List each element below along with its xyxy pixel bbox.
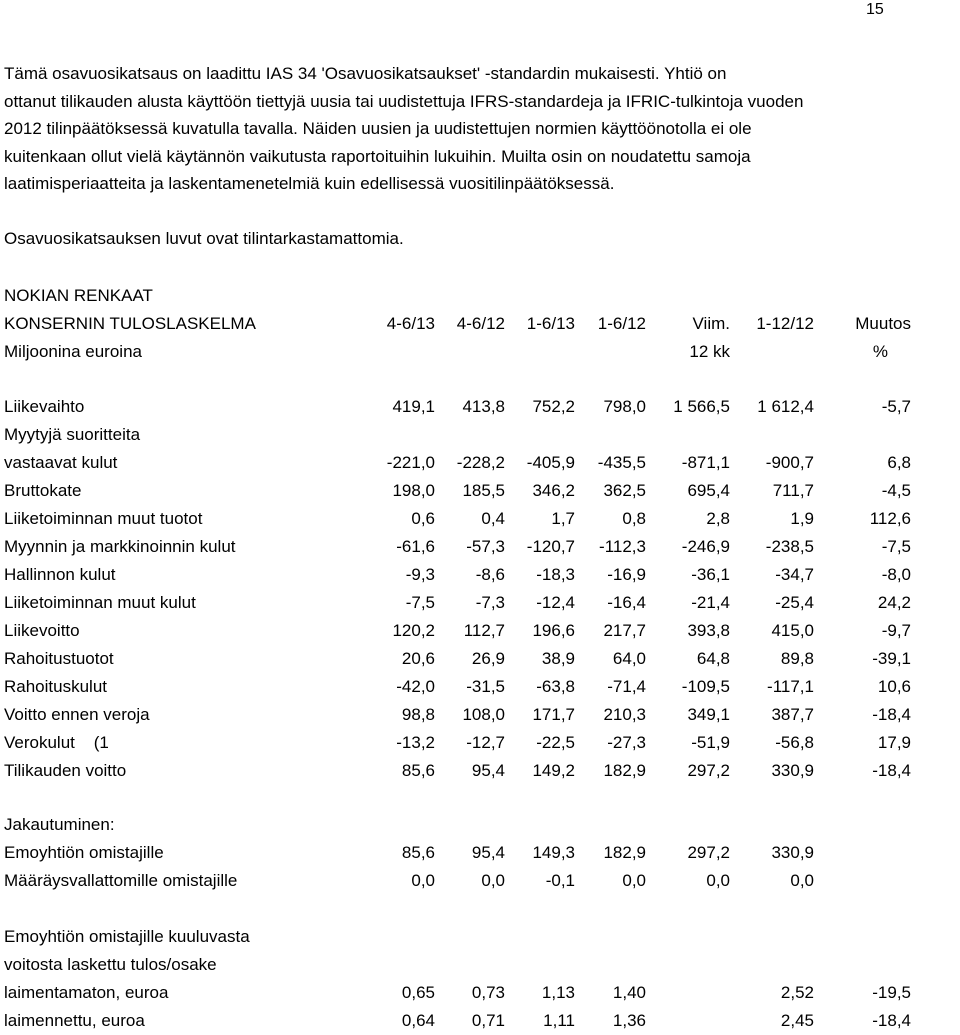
intro-line: laatimisperiaatteita ja laskentamenetelmiä kuin edellisessä vuositilinpäätöksessä. (4, 174, 615, 194)
table-cell: -19,5 (872, 983, 911, 1002)
row-label: vastaavat kulut (4, 453, 118, 472)
table-cell: -9,7 (881, 621, 911, 640)
table-cell: 182,9 (603, 761, 646, 780)
table-cell: -4,5 (881, 481, 911, 500)
table-cell: 330,9 (771, 843, 814, 862)
table-row (0, 927, 960, 951)
table-cell: -8,6 (475, 565, 505, 584)
table-cell: 6,8 (887, 453, 911, 472)
table-header-row (0, 314, 960, 338)
table-row (0, 705, 960, 729)
table-cell: -42,0 (396, 677, 435, 696)
table-row (0, 537, 960, 561)
row-label: Liikevaihto (4, 397, 85, 416)
table-cell: 0,73 (471, 983, 505, 1002)
table-cell: -27,3 (607, 733, 646, 752)
table-cell: -36,1 (691, 565, 730, 584)
table-cell: 1 612,4 (757, 397, 814, 416)
table-cell: -7,5 (405, 593, 435, 612)
table-cell: -112,3 (599, 537, 646, 556)
intro-line: kuitenkaan ollut vielä käytännön vaikutusta raportoituihin lukuihin. Muilta osin on noudatettu samoja (4, 146, 751, 166)
table-row (0, 593, 960, 617)
table-cell: 695,4 (687, 481, 730, 500)
table-cell: 64,8 (696, 649, 730, 668)
table-cell: 0,0 (622, 871, 646, 890)
row-label: Liiketoiminnan muut tuotot (4, 509, 203, 528)
table-cell: 95,4 (471, 843, 505, 862)
table-cell: 0,0 (481, 871, 505, 890)
column-header-1-6-12: 1-6/12 (597, 314, 646, 333)
table-cell: 1,40 (612, 983, 646, 1002)
row-label: Hallinnon kulut (4, 565, 116, 584)
table-row (0, 453, 960, 477)
column-header-1-6-13: 1-6/13 (526, 314, 575, 333)
table-cell: 711,7 (772, 481, 814, 500)
table-cell: 330,9 (771, 761, 814, 780)
intro-line: 2012 tilinpäätöksessä kuvatulla tavalla. Näiden uusien ja uudistettujen normien käyttöönotolla ei ole (4, 119, 752, 139)
table-cell: -871,1 (681, 453, 730, 472)
table-cell: 297,2 (687, 843, 730, 862)
table-row (0, 983, 960, 1007)
table-cell: 2,8 (706, 509, 730, 528)
table-cell: 2,52 (780, 983, 814, 1002)
table-row (0, 955, 960, 979)
table-cell: -5,7 (881, 397, 911, 416)
table-cell: 2,45 (780, 1011, 814, 1030)
table-cell: 1,7 (551, 509, 575, 528)
row-label: Tilikauden voitto (4, 761, 127, 780)
table-row (0, 733, 960, 757)
table-cell: -221,0 (386, 453, 435, 472)
row-label: voitosta laskettu tulos/osake (4, 955, 217, 974)
row-label: Rahoitustuotot (4, 649, 114, 668)
table-cell: 0,71 (471, 1011, 505, 1030)
table-row (0, 815, 960, 839)
table-cell: 0,6 (411, 509, 435, 528)
table-cell: -18,4 (872, 705, 911, 724)
table-row (0, 565, 960, 589)
table-cell: -21,4 (691, 593, 730, 612)
row-label: laimentamaton, euroa (4, 983, 169, 1002)
table-cell: -61,6 (396, 537, 435, 556)
table-cell: -31,5 (466, 677, 505, 696)
table-cell: 26,9 (471, 649, 505, 668)
table-row (0, 649, 960, 673)
table-cell: 0,0 (706, 871, 730, 890)
table-cell: -435,5 (597, 453, 646, 472)
table-cell: -228,2 (456, 453, 505, 472)
table-cell: 387,7 (771, 705, 814, 724)
table-cell: -9,3 (405, 565, 435, 584)
table-cell: 149,3 (532, 843, 575, 862)
row-label: Emoyhtiön omistajille (4, 843, 164, 862)
intro-line: Tämä osavuosikatsaus on laadittu IAS 34 'Osavuosikatsaukset' -standardin mukaisesti. Yhtiö on (4, 64, 727, 83)
table-cell: -63,8 (536, 677, 575, 696)
table-row (0, 761, 960, 785)
table-row (0, 843, 960, 867)
table-cell: 413,8 (462, 397, 505, 416)
column-header-1-12-12: 1-12/12 (756, 314, 814, 333)
table-cell: -246,9 (681, 537, 730, 556)
table-cell: 64,0 (612, 649, 646, 668)
intro-line: ottanut tilikauden alusta käyttöön tiettyjä uusia tai uudistettuja IFRS-standardeja ja IFRIC-tulkintoja vuoden (4, 91, 804, 111)
table-cell: 1 566,5 (673, 397, 730, 416)
table-cell: -238,5 (765, 537, 814, 556)
table-row (0, 509, 960, 533)
table-row (0, 677, 960, 701)
table-row (0, 397, 960, 421)
table-cell: 120,2 (392, 621, 435, 640)
table-header-row (0, 342, 960, 366)
table-cell: -16,4 (607, 593, 646, 612)
table-row (0, 1011, 960, 1035)
table-cell: 217,7 (603, 621, 646, 640)
audit-note: Osavuosikatsauksen luvut ovat tilintarkastamattomia. (4, 229, 404, 248)
table-cell: 798,0 (603, 397, 646, 416)
table-cell: 10,6 (877, 677, 911, 696)
table-cell: -51,9 (691, 733, 730, 752)
table-cell: -7,3 (475, 593, 505, 612)
table-cell: 0,0 (790, 871, 814, 890)
table-cell: -18,3 (536, 565, 575, 584)
row-label: Voitto ennen veroja (4, 705, 150, 724)
table-cell: 112,6 (869, 509, 911, 528)
column-header-last-12m: Viim. (692, 314, 730, 333)
row-label: Määräysvallattomille omistajille (4, 871, 238, 890)
table-cell: -13,2 (396, 733, 435, 752)
row-label: Rahoituskulut (4, 677, 108, 696)
row-label: Bruttokate (4, 481, 82, 500)
table-cell: -109,5 (681, 677, 730, 696)
table-cell: 17,9 (877, 733, 911, 752)
table-row (0, 871, 960, 895)
table-cell: 98,8 (401, 705, 435, 724)
row-label: Myytyjä suoritteita (4, 425, 141, 444)
table-cell: -56,8 (775, 733, 814, 752)
table-cell: -22,5 (536, 733, 575, 752)
table-cell: 85,6 (401, 843, 435, 862)
column-header-4-6-12: 4-6/12 (456, 314, 505, 333)
table-cell: 149,2 (532, 761, 575, 780)
table-cell: 1,11 (543, 1011, 575, 1030)
column-header-last-12m-sub: 12 kk (689, 342, 730, 361)
table-cell: -900,7 (765, 453, 814, 472)
table-cell: 346,2 (532, 481, 575, 500)
table-cell: 393,8 (687, 621, 730, 640)
table-cell: 1,13 (541, 983, 575, 1002)
table-row (0, 621, 960, 645)
table-cell: -25,4 (775, 593, 814, 612)
row-label: laimennettu, euroa (4, 1011, 145, 1030)
table-cell: 112,7 (463, 621, 505, 640)
table-cell: 0,64 (401, 1011, 435, 1030)
table-cell: 210,3 (603, 705, 646, 724)
table-cell: -0,1 (545, 871, 575, 890)
row-label: Myynnin ja markkinoinnin kulut (4, 537, 236, 556)
table-cell: 0,4 (481, 509, 505, 528)
table-cell: 196,6 (532, 621, 575, 640)
table-row (0, 425, 960, 449)
table-cell: 415,0 (771, 621, 814, 640)
table-cell: 1,36 (612, 1011, 646, 1030)
row-label: Liikevoitto (4, 621, 80, 640)
table-cell: -39,1 (872, 649, 911, 668)
table-cell: 419,1 (392, 397, 435, 416)
table-cell: -405,9 (526, 453, 575, 472)
table-cell: 89,8 (780, 649, 814, 668)
table-row (0, 481, 960, 505)
table-cell: 85,6 (401, 761, 435, 780)
table-cell: 95,4 (471, 761, 505, 780)
table-cell: 20,6 (401, 649, 435, 668)
row-label: Emoyhtiön omistajille kuuluvasta (4, 927, 250, 946)
row-label: Liiketoiminnan muut kulut (4, 593, 196, 612)
table-cell: 752,2 (532, 397, 575, 416)
table-cell: 1,9 (790, 509, 814, 528)
table-cell: -120,7 (526, 537, 575, 556)
row-label: Verokulut (1 (4, 733, 109, 752)
table-title: KONSERNIN TULOSLASKELMA (4, 314, 256, 333)
table-cell: 362,5 (603, 481, 646, 500)
table-cell: 38,9 (541, 649, 575, 668)
table-cell: 182,9 (603, 843, 646, 862)
table-cell: 185,5 (462, 481, 505, 500)
column-header-4-6-13: 4-6/13 (386, 314, 435, 333)
row-label: Jakautuminen: (4, 815, 115, 834)
table-cell: -8,0 (881, 565, 911, 584)
column-header-change-sub: % (872, 342, 888, 361)
intro-paragraph (4, 60, 944, 198)
table-cell: -16,9 (607, 565, 646, 584)
table-cell: 24,2 (877, 593, 911, 612)
table-cell: -71,4 (607, 677, 646, 696)
table-cell: -12,7 (466, 733, 505, 752)
table-cell: -34,7 (775, 565, 814, 584)
column-header-change: Muutos (855, 314, 911, 333)
table-cell: 0,0 (411, 871, 435, 890)
table-cell: 0,65 (401, 983, 435, 1002)
page-number: 15 (866, 1, 884, 18)
table-cell: 297,2 (687, 761, 730, 780)
table-cell: -12,4 (536, 593, 575, 612)
table-cell: 108,0 (462, 705, 505, 724)
table-cell: 0,8 (622, 509, 646, 528)
company-name: NOKIAN RENKAAT (4, 286, 153, 305)
table-cell: -7,5 (881, 537, 911, 556)
table-cell: -117,1 (767, 677, 814, 696)
table-cell: 349,1 (687, 705, 730, 724)
table-cell: 198,0 (392, 481, 435, 500)
table-cell: -57,3 (466, 537, 505, 556)
table-cell: -18,4 (872, 761, 911, 780)
table-cell: 171,7 (532, 705, 575, 724)
table-unit: Miljoonina euroina (4, 342, 142, 361)
table-cell: -18,4 (872, 1011, 911, 1030)
